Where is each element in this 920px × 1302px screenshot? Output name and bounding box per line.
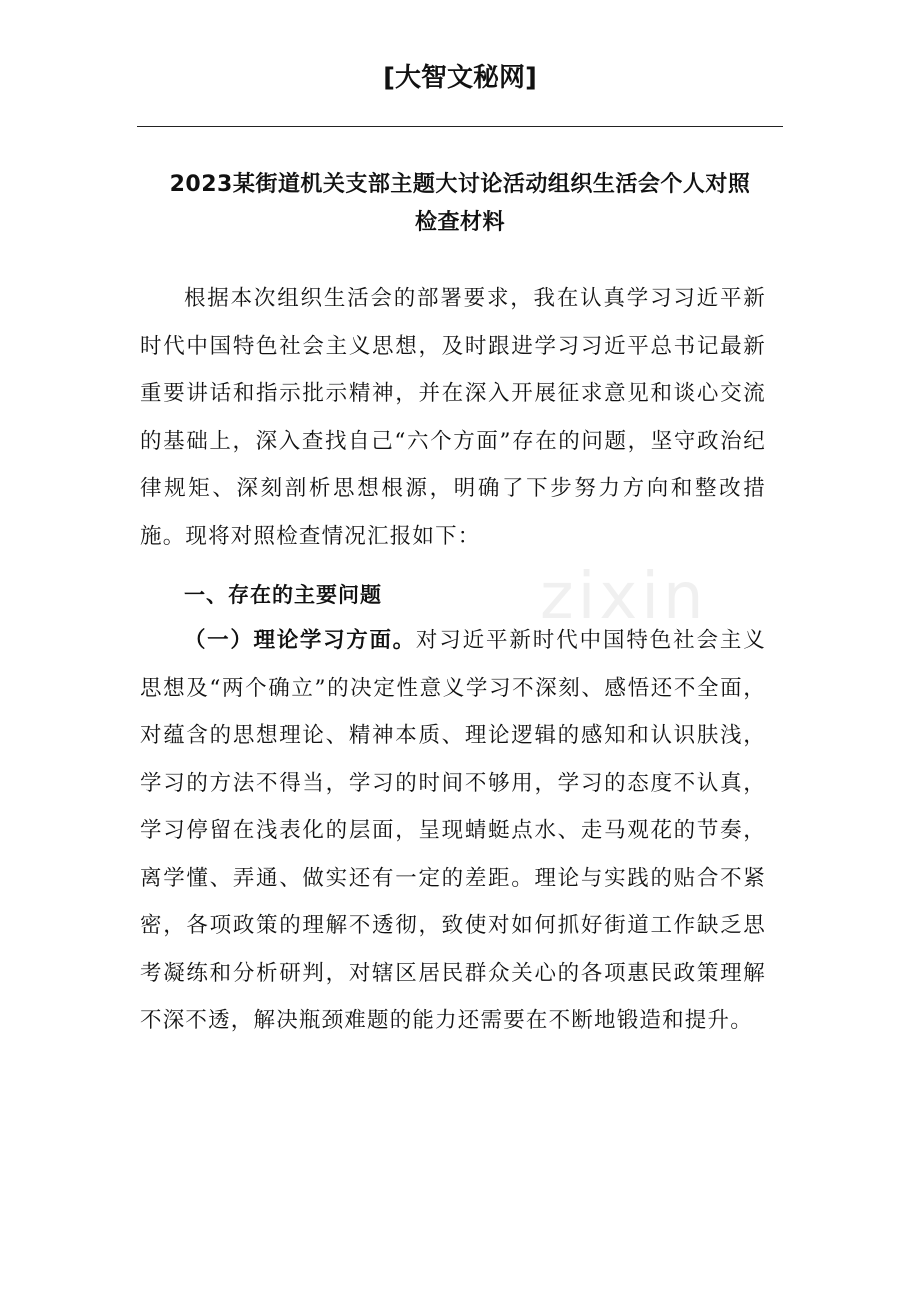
header-divider [137,126,783,127]
document-title [137,166,783,242]
title-line-2: 检查材料 [414,210,505,235]
watermark: zixin [540,560,708,634]
paragraph-lead: （一）理论学习方面。 [184,628,416,653]
intro-paragraph: 根据本次组织生活会的部署要求，我在认真学习习近平新时代中国特色社会主义思想，及时跟进学习习近平总书记最新重要讲话和指示批示精神，并在深入开展征求意见和谈心交流的基础上，深入查找自己“六个方面”存在的问题，坚守政治纪律规矩、深刻剖析思想根源，明确了下步努力方向和整改措施。现将对照检查情况汇报如下： [140,286,766,549]
title-line-1: 2023某街道机关支部主题大讨论活动组织生活会个人对照 [169,172,751,197]
paragraph-body: 对习近平新时代中国特色社会主义思想及“两个确立”的决定性意义学习不深刻、感悟还不全面，对蕴含的思想理论、精神本质、理论逻辑的感知和认识肤浅，学习的方法不得当，学习的时间不够用，学习的态度不认真，学习停留在浅表化的层面，呈现蜻蜓点水、走马观花的节奏，离学懂、弄通、做实还有一定的差距。理论与实践的贴合不紧密，各项政策的理解不透彻，致使对如何抓好街道工作缺乏思考凝练和分析研判，对辖区居民群众关心的各项惠民政策理解不深不透，解决瓶颈难题的能力还需要在不断地锻造和提升。 [140,628,766,1033]
theory-study-paragraph [140,617,766,1045]
section-heading: 一、存在的主要问题 [184,583,382,607]
site-header: [大智文秘网] [383,63,537,93]
